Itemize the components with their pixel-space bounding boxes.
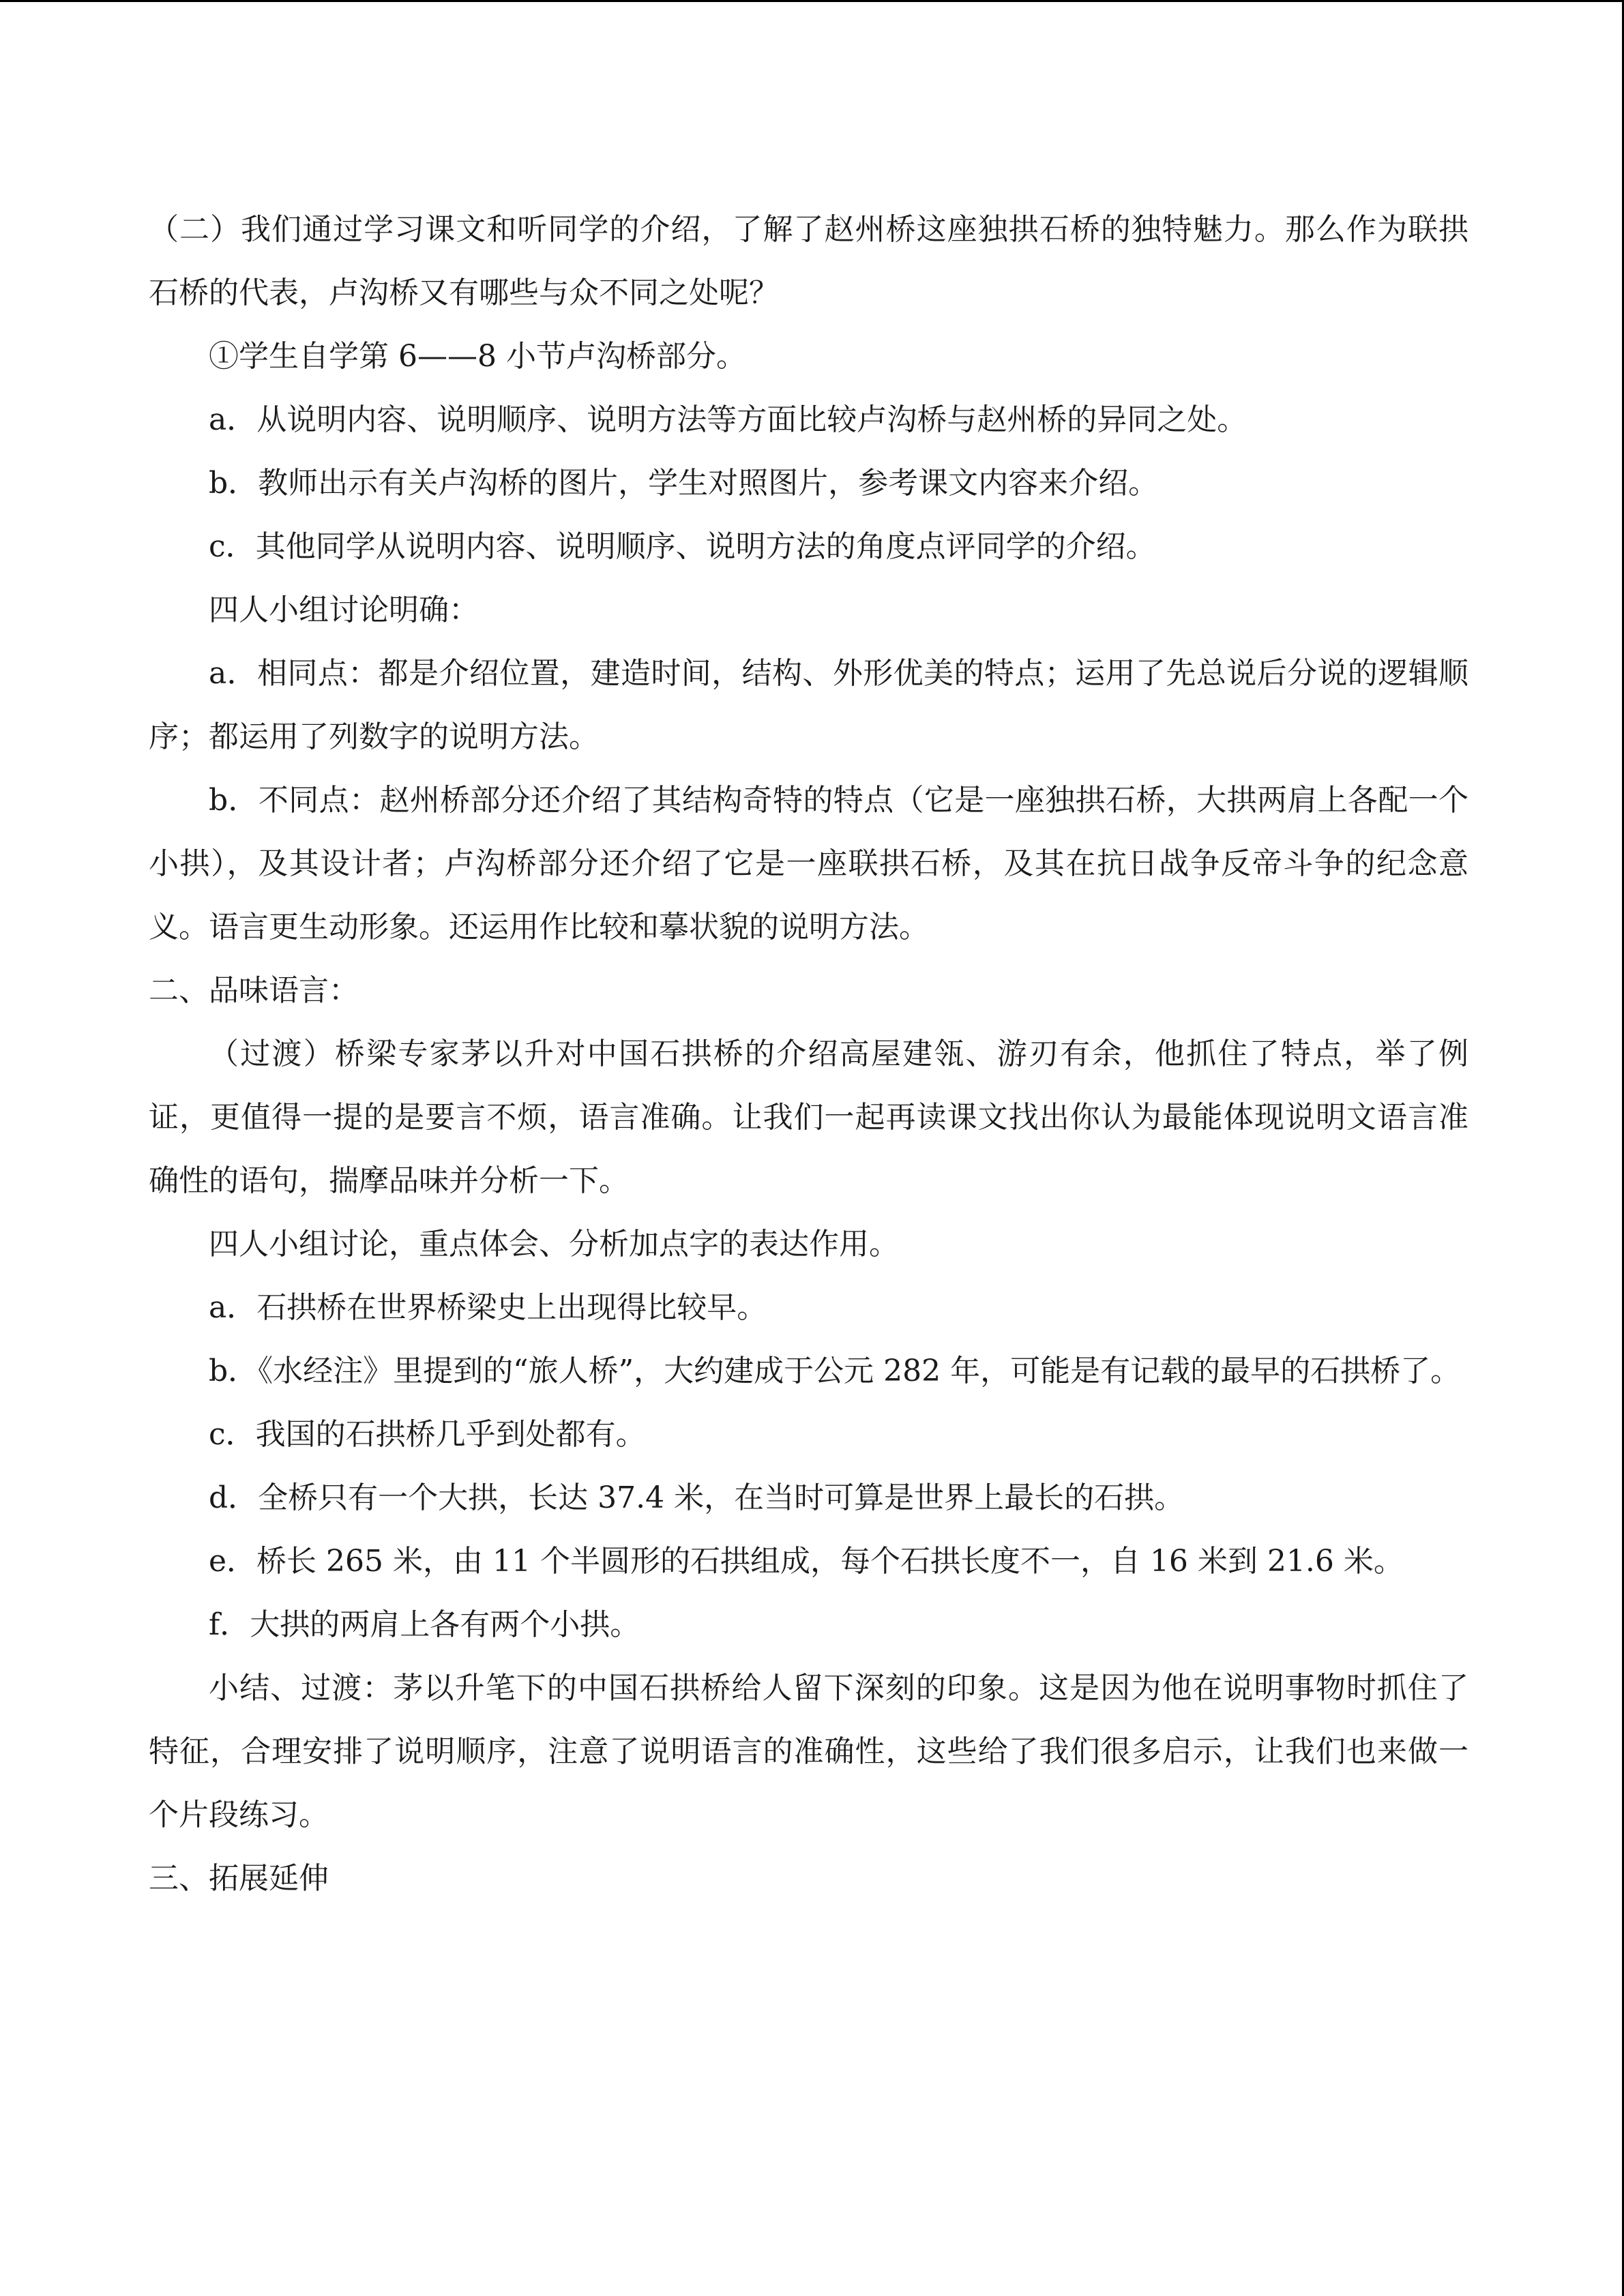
list-item-d-example: d．全桥只有一个大拱，长达 37.4 米，在当时可算是世界上最长的石拱。 <box>209 1480 1185 1515</box>
paragraph-summary: 小结、过渡：茅以升笔下的中国石拱桥给人留下深刻的印象。这是因为他在说明事物时抓住了特征，合理安排了说明顺序，注意了说明语言的准确性，这些给了我们很多启示，让我们也来做一个片段练习。 <box>149 1671 1468 1832</box>
section-heading-language: 二、品味语言： <box>149 973 359 1008</box>
list-item-e-example: e．桥长 265 米，由 11 个半圆形的石拱组成，每个石拱长度不一，自 16 米到 21.6 米。 <box>209 1544 1404 1579</box>
paragraph-group-discussion: 四人小组讨论明确： <box>209 593 479 627</box>
list-item-a-compare: a．从说明内容、说明顺序、说明方法等方面比较卢沟桥与赵州桥的异同之处。 <box>209 402 1247 437</box>
section-heading-extension: 三、拓展延伸 <box>149 1861 329 1896</box>
list-item-f-example: f．大拱的两肩上各有两个小拱。 <box>209 1607 640 1642</box>
page-border-top <box>0 0 1624 2</box>
document-body <box>149 198 1468 1910</box>
list-item-c-example: c．我国的石拱桥几乎到处都有。 <box>209 1417 646 1452</box>
paragraph-discussion-task: 四人小组讨论，重点体会、分析加点字的表达作用。 <box>209 1227 899 1262</box>
list-item-a-similarities: a．相同点：都是介绍位置，建造时间，结构、外形优美的特点；运用了先总说后分说的逻辑顺序；都运用了列数字的说明方法。 <box>149 656 1468 754</box>
list-item-c-review: c．其他同学从说明内容、说明顺序、说明方法的角度点评同学的介绍。 <box>209 529 1156 564</box>
section-intro-paragraph: （二）我们通过学习课文和听同学的介绍，了解了赵州桥这座独拱石桥的独特魅力。那么作为联拱石桥的代表，卢沟桥又有哪些与众不同之处呢？ <box>149 212 1468 310</box>
list-item-b-example: b．《水经注》里提到的“旅人桥”，大约建成于公元 282 年，可能是有记载的最早的石拱桥了。 <box>209 1354 1461 1388</box>
paragraph-transition: （过渡）桥梁专家茅以升对中国石拱桥的介绍高屋建瓴、游刃有余，他抓住了特点，举了例证，更值得一提的是要言不烦，语言准确。让我们一起再读课文找出你认为最能体现说明文语言准确性的语句，揣摩品味并分析一下。 <box>149 1037 1468 1198</box>
paragraph-self-study: ①学生自学第 6——8 小节卢沟桥部分。 <box>209 339 746 374</box>
list-item-b-teacher: b．教师出示有关卢沟桥的图片，学生对照图片，参考课文内容来介绍。 <box>209 466 1159 501</box>
list-item-a-example: a．石拱桥在世界桥梁史上出现得比较早。 <box>209 1290 767 1325</box>
list-item-b-differences: b．不同点：赵州桥部分还介绍了其结构奇特的特点（它是一座独拱石桥，大拱两肩上各配一个小拱），及其设计者；卢沟桥部分还介绍了它是一座联拱石桥，及其在抗日战争反帝斗争的纪念意义。语言更生动形象。还运用作比较和摹状貌的说明方法。 <box>149 783 1468 944</box>
